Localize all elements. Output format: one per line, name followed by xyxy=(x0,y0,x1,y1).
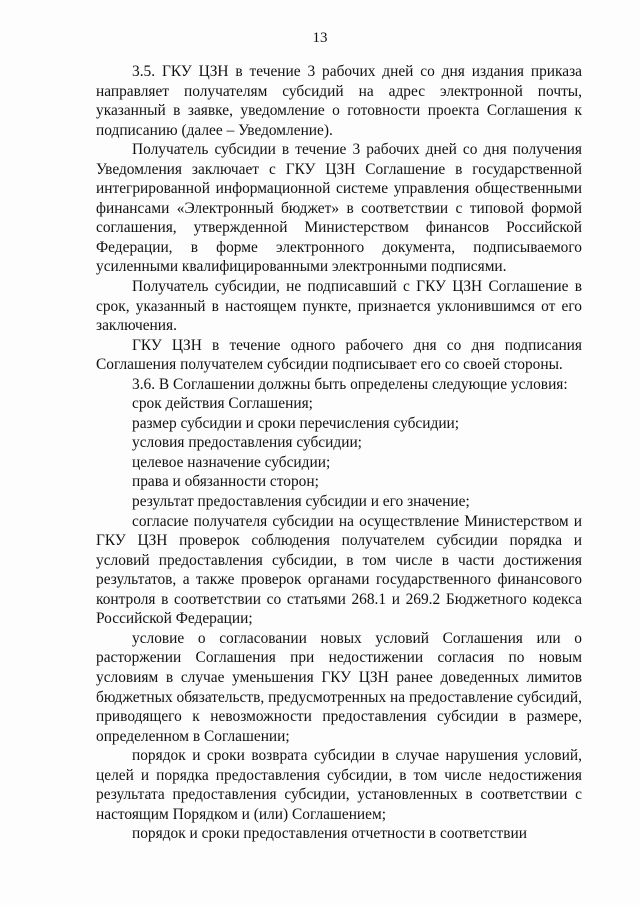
condition-amount: размер субсидии и сроки перечисления субсидии; xyxy=(132,414,460,432)
condition-rights: права и обязанности сторон; xyxy=(132,473,319,491)
condition-reporting: порядок и сроки предоставления отчетности в соответствии xyxy=(132,825,527,843)
paragraph-gku-signing: ГКУ ЦЗН в течение одного рабочего дня со дня подписания Соглашения получателем субсидии подписывает его со своей стороны. xyxy=(96,336,582,374)
page-number: 13 xyxy=(312,30,328,46)
condition-result: результат предоставления субсидии и его значение; xyxy=(132,493,470,511)
condition-consent-to-checks: согласие получателя субсидии на осуществление Министерством и ГКУ ЦЗН проверок соблюдения получателем субсидии порядка и условий предоставления субсидии, в том числе в части достижения результатов, а также проверок органами государственного финансового контроля в соответствии со статьями 268.1 и 269.2 Бюджетного кодекса Российской Федерации; xyxy=(96,512,582,628)
condition-refund: порядок и сроки возврата субсидии в случае нарушения условий, целей и порядка предоставления субсидии, в том числе недостижения результата предоставления субсидии, установленных в соответствии с настоящим Порядком и (или) Соглашением; xyxy=(96,747,582,823)
condition-term: срок действия Соглашения; xyxy=(132,395,313,413)
condition-terms-of-provision: условия предоставления субсидии; xyxy=(132,434,362,452)
paragraph-3-5-notification: 3.5. ГКУ ЦЗН в течение 3 рабочих дней со дня издания приказа направляет получателям субсидий на адрес электронной почты, указанный в заявке, уведомление о готовности проекта Соглашения к подписанию (далее – Уведомление). xyxy=(96,63,582,139)
paragraph-agreement-signing: Получатель субсидии в течение 3 рабочих дней со дня получения Уведомления заключает с ГКУ ЦЗН Соглашение в государственной интегрированной информационной системе управления общественными финансами «Электронный бюджет» в соответствии с типовой формой соглашения, утвержденной Министерством финансов Российской Федерации, в форме электронного документа, подписываемого усиленными квалифицированными электронными подписями. xyxy=(96,141,582,276)
paragraph-3-6-conditions: 3.6. В Соглашении должны быть определены следующие условия: xyxy=(132,375,568,393)
condition-new-terms: условие о согласовании новых условий Соглашения или о расторжении Соглашения при недостижении согласия по новым условиям в случае уменьшения ГКУ ЦЗН ранее доведенных лимитов бюджетных обязательств, предусмотренных на предоставление субсидий, приводящего к невозможности предоставления субсидии в размере, определенном в Соглашении; xyxy=(96,629,582,745)
condition-purpose: целевое назначение субсидии; xyxy=(132,453,331,471)
paragraph-evasion: Получатель субсидии, не подписавший с ГКУ ЦЗН Соглашение в срок, указанный в настоящем пункте, признается уклонившимся от его заключения. xyxy=(96,278,582,335)
document-body xyxy=(96,62,582,844)
